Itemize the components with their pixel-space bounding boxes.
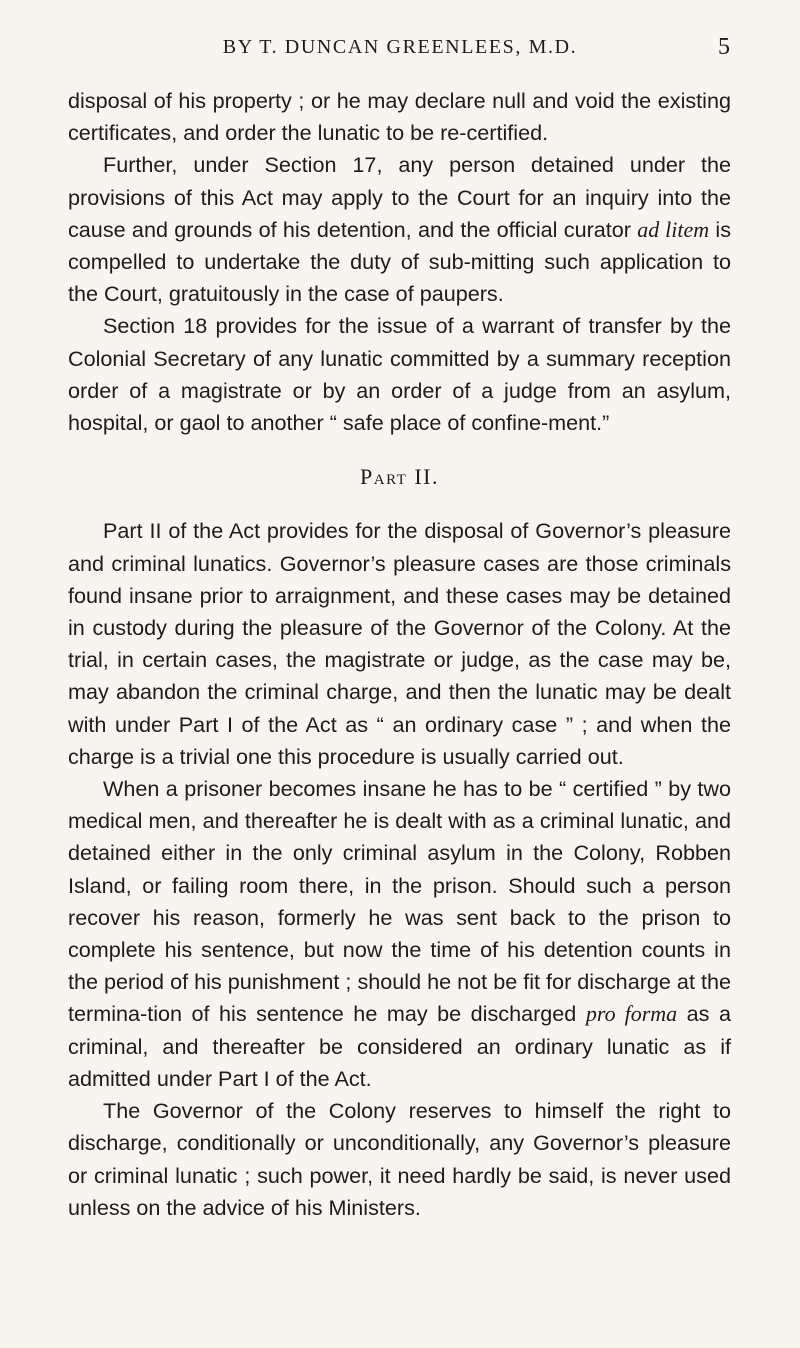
page-number: 5 <box>718 34 730 60</box>
paragraph-text: Part II of the Act provides for the disposal of Governor’s pleasure and criminal lunatics. Governor’s pleasure cases are those criminals found insane prior to arraignment, and these cases may be detained in custody during the pleasure of the Governor of the Colony. At the trial, in certain cases, the magistrate or judge, as the case may be, may abandon the criminal charge, and then the lunatic may be dealt with under Part I of the Act as “ an ordinary case ” ; and when the charge is a trivial one this procedure is usually carried out. <box>68 518 731 769</box>
running-head: BY T. DUNCAN GREENLEES, M.D. <box>222 36 578 58</box>
paragraph-prisoner <box>68 773 731 1095</box>
latin-term: pro forma <box>585 1001 678 1027</box>
paragraph-part-two <box>68 515 731 773</box>
latin-term: ad litem <box>637 216 710 242</box>
paragraph-text: as a criminal, and thereafter be considered an ordinary lunatic as if admitted under Part I of the Act. <box>68 1001 731 1091</box>
paragraph-text: Section 18 provides for the issue of a warrant of transfer by the Colonial Secretary of any lunatic committed by a summary reception order of a magistrate or by an order of a judge from an asylum, hospital, or gaol to another “ safe place of confine-ment.” <box>68 313 731 436</box>
paragraph-continued <box>68 85 731 149</box>
paragraph-section-17 <box>68 149 731 310</box>
paragraph-text: disposal of his property ; or he may declare null and void the existing certificates, and order the lunatic to be re-certified. <box>68 88 731 146</box>
paragraph-section-18 <box>68 310 731 439</box>
paragraph-text: When a prisoner becomes insane he has to be “ certified ” by two medical men, and thereafter he is dealt with as a criminal lunatic, and detained either in the only criminal asylum in the Colony, Robben Island, or failing room there, in the prison. Should such a person recover his reason, formerly he was sent back to the prison to complete his sentence, but now the time of his detention counts in the period of his punishment ; should he not be fit for discharge at the termina-tion of his sentence he may be discharged <box>68 776 731 1027</box>
paragraph-governor <box>68 1095 731 1224</box>
section-heading: Part II. <box>360 464 439 490</box>
paragraph-text: The Governor of the Colony reserves to himself the right to discharge, conditionally or unconditionally, any Governor’s pleasure or criminal lunatic ; such power, it need hardly be said, is never used unless on the advice of his Ministers. <box>68 1098 731 1220</box>
paragraph-text: is compelled to undertake the duty of sub-mitting such application to the Court, gratuitously in the case of paupers. <box>68 216 731 307</box>
body-text <box>68 85 731 1224</box>
paragraph-text: Further, under Section 17, any person detained under the provisions of this Act may apply to the Court for an inquiry into the cause and grounds of his detention, and the official curator <box>68 152 731 242</box>
